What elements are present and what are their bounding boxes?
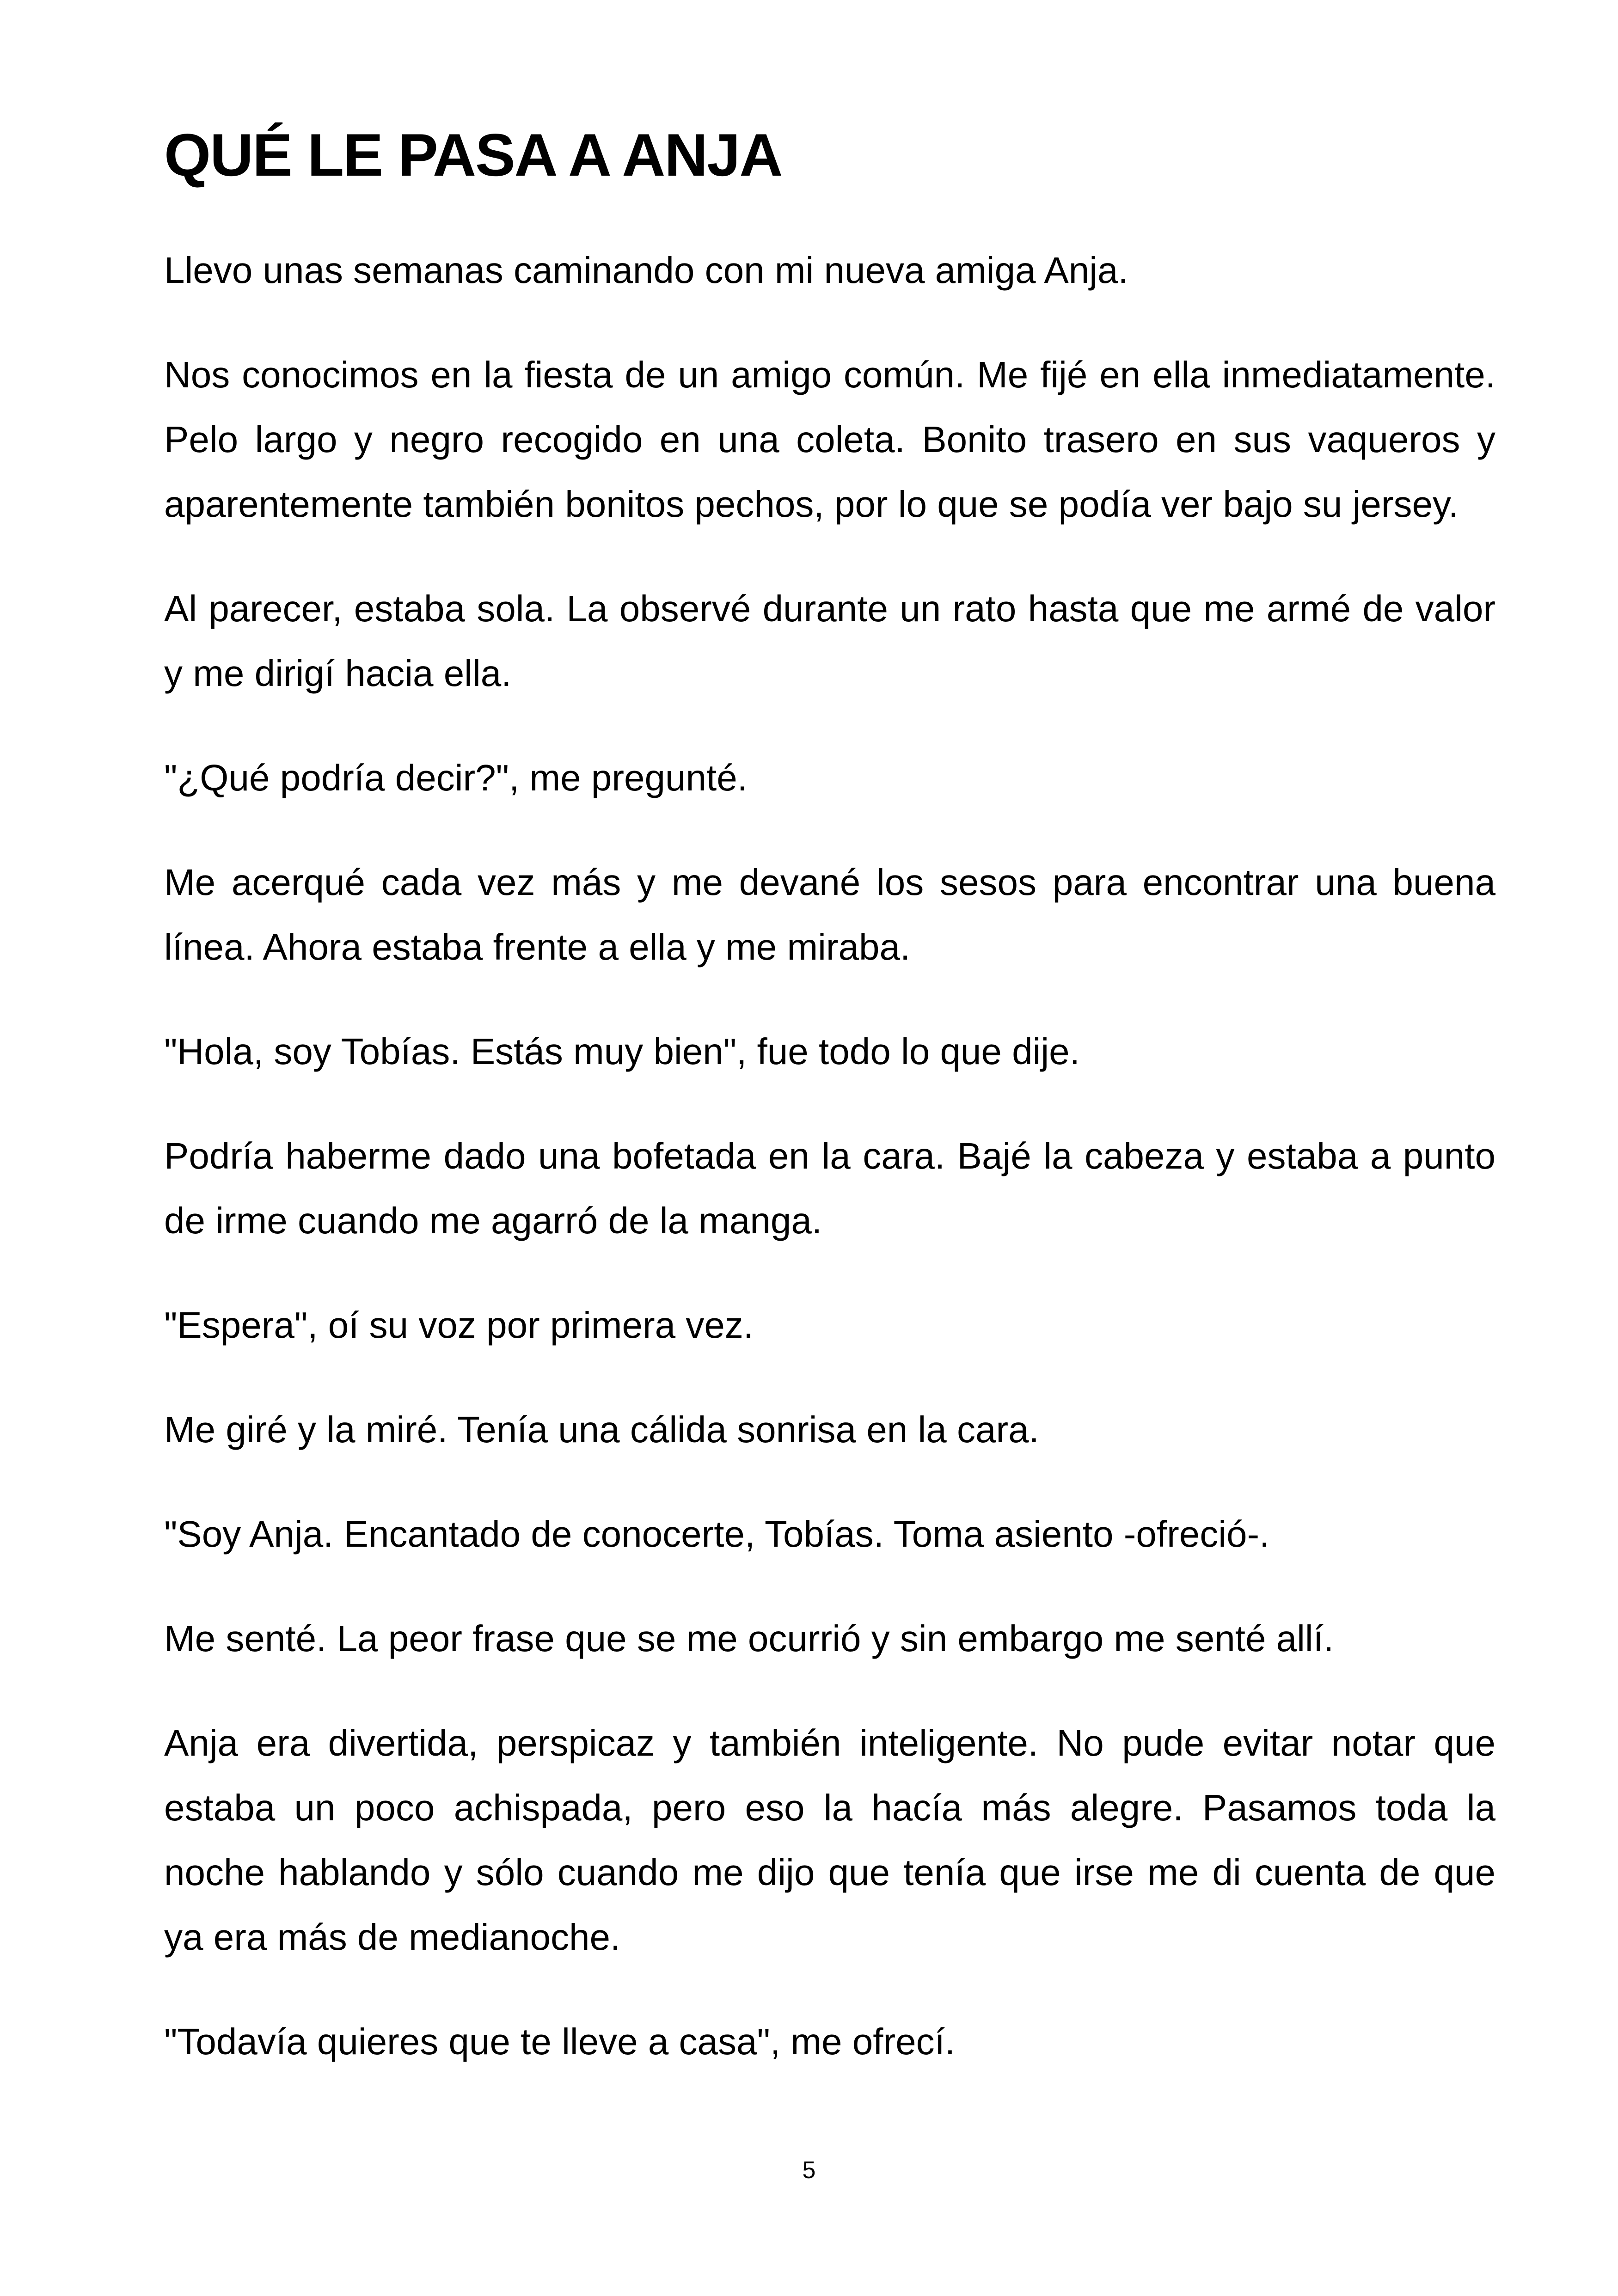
page-content xyxy=(164,113,1495,2114)
paragraph-13: "Todavía quieres que te lleve a casa", me ofrecí. xyxy=(164,2021,956,2062)
paragraph-3: Al parecer, estaba sola. La observé durante un rato hasta que me armé de valor y me dirigí hacia ella. xyxy=(164,588,1495,694)
page-number: 5 xyxy=(802,2157,816,2184)
paragraph-12: Anja era divertida, perspicaz y también inteligente. No pude evitar notar que estaba un poco achispada, pero eso la hacía más alegre. Pasamos toda la noche hablando y sólo cuando me dijo que tenía que irse me di cuenta de que ya era más de medianoche. xyxy=(164,1722,1495,1958)
paragraph-11: Me senté. La peor frase que se me ocurrió y sin embargo me senté allí. xyxy=(164,1618,1334,1659)
paragraph-4: "¿Qué podría decir?", me pregunté. xyxy=(164,757,748,798)
paragraph-10: "Soy Anja. Encantado de conocerte, Tobías. Toma asiento -ofreció-. xyxy=(164,1513,1270,1555)
paragraph-1: Llevo unas semanas caminando con mi nueva amiga Anja. xyxy=(164,250,1128,291)
paragraph-2: Nos conocimos en la fiesta de un amigo común. Me fijé en ella inmediatamente. Pelo largo y negro recogido en una coleta. Bonito trasero en sus vaqueros y aparentemente también bonitos pechos, por lo que se podía ver bajo su jersey. xyxy=(164,354,1495,525)
paragraph-8: "Espera", oí su voz por primera vez. xyxy=(164,1304,754,1346)
paragraph-5: Me acerqué cada vez más y me devané los sesos para encontrar una buena línea. Ahora estaba frente a ella y me miraba. xyxy=(164,862,1495,967)
paragraph-9: Me giré y la miré. Tenía una cálida sonrisa en la cara. xyxy=(164,1409,1039,1450)
paragraph-7: Podría haberme dado una bofetada en la cara. Bajé la cabeza y estaba a punto de irme cuando me agarró de la manga. xyxy=(164,1135,1495,1241)
page-title: QUÉ LE PASA A ANJA xyxy=(164,121,782,189)
paragraph-6: "Hola, soy Tobías. Estás muy bien", fue todo lo que dije. xyxy=(164,1031,1080,1072)
